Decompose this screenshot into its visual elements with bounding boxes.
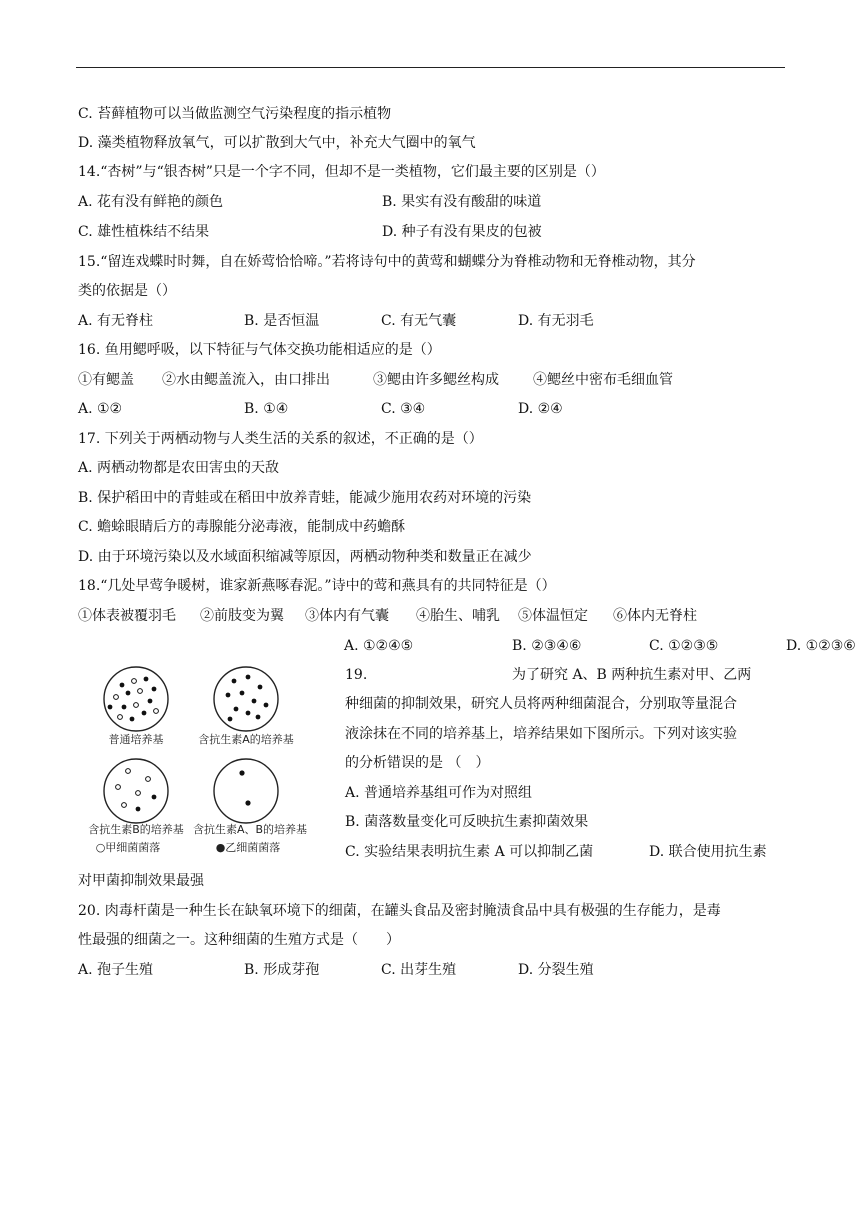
q18-statement-1: ①体表被覆羽毛 [78,608,176,624]
q17-option-a: A. 两栖动物都是农田害虫的天敌 [78,460,280,476]
plate-antibiotic-ab-label: 含抗生素A、B的培养基 [192,823,308,836]
q16-option-b: B. ①④ [244,401,289,417]
q20-stem-line2: 性最强的细菌之一。这种细菌的生殖方式是（ ） [78,932,400,948]
q19-option-c: C. 实验结果表明抗生素 A 可以抑制乙菌 [345,844,594,860]
plate-antibiotic-a-label: 含抗生素A的培养基 [198,733,294,746]
q17-option-c: C. 蟾蜍眼睛后方的毒腺能分泌毒液，能制成中药蟾酥 [78,519,406,535]
q18-option-a: A. ①②④⑤ [344,638,414,654]
q13-option-d: D. 藻类植物释放氧气，可以扩散到大气中，补充大气圈中的氧气 [78,135,476,151]
q17-stem: 17. 下列关于两栖动物与人类生活的关系的叙述，不正确的是（） [78,431,483,447]
legend-bacteria-a: ○甲细菌菌落 [95,841,161,854]
q18-statement-3: ③体内有气囊 [305,608,389,624]
plate-normal [104,667,168,731]
q15-option-a: A. 有无脊柱 [78,313,154,329]
q19-stem-line2: 种细菌的抑制效果，研究人员将两种细菌混合，分别取等量混合 [345,696,737,712]
q19-stem-line1: 为了研究 A、B 两种抗生素对甲、乙两 [512,667,752,683]
q16-statement-2: ②水由鳃盖流入，由口排出 [162,372,330,388]
q20-option-c: C. 出芽生殖 [381,962,457,978]
plate-normal-label: 普通培养基 [108,733,164,746]
q19-option-b: B. 菌落数量变化可反映抗生素抑菌效果 [345,814,589,830]
q16-option-c: C. ③④ [381,401,426,417]
q16-statement-3: ③鳃由许多鳃丝构成 [373,372,499,388]
q20-stem-line1: 20. 肉毒杆菌是一种生长在缺氧环境下的细菌，在罐头食品及密封腌渍食品中具有极强的生存能力，是毒 [78,903,721,919]
q20-option-d: D. 分裂生殖 [518,962,594,978]
legend-bacteria-b: ●乙细菌菌落 [215,841,281,854]
q19-stem-line4: 的分析错误的是 （ ） [345,755,490,771]
q16-statement-1: ①有鳃盖 [78,372,134,388]
q17-option-d: D. 由于环境污染以及水域面积缩减等原因，两栖动物种类和数量正在减少 [78,549,532,565]
q15-option-c: C. 有无气囊 [381,313,457,329]
plate-antibiotic-b-label: 含抗生素B的培养基 [88,823,184,836]
q15-option-b: B. 是否恒温 [244,313,320,329]
q16-option-d: D. ②④ [518,401,563,417]
header-rule [76,67,785,68]
q20-option-a: A. 孢子生殖 [78,962,154,978]
q15-stem-line2: 类的依据是（） [78,283,176,299]
q18-statement-5: ⑤体温恒定 [518,608,588,624]
q14-stem: 14.“杏树”与“银杏树”只是一个字不同，但却不是一类植物，它们最主要的区别是（） [78,164,605,180]
q14-option-b: B. 果实有没有酸甜的味道 [382,194,542,210]
q20-option-b: B. 形成芽孢 [244,962,320,978]
q14-option-d: D. 种子有没有果皮的包被 [382,224,542,240]
culture-plates-figure [78,655,340,860]
q18-statement-6: ⑥体内无脊柱 [613,608,697,624]
q19-option-a: A. 普通培养基组可作为对照组 [345,785,533,801]
q18-option-c: C. ①②③⑤ [649,638,719,654]
q16-statement-4: ④鳃丝中密布毛细血管 [533,372,673,388]
q18-statement-2: ②前肢变为翼 [200,608,284,624]
q16-option-a: A. ①② [78,401,123,417]
q16-stem: 16. 鱼用鳃呼吸，以下特征与气体交换功能相适应的是（） [78,342,441,358]
q18-statement-4: ④胎生、哺乳 [416,608,500,624]
plate-antibiotic-a [214,667,278,731]
plate-antibiotic-ab [214,759,278,823]
q17-option-b: B. 保护稻田中的青蛙或在稻田中放养青蛙，能减少施用农药对环境的污染 [78,490,532,506]
q15-option-d: D. 有无羽毛 [518,313,594,329]
q19-option-d: D. 联合使用抗生素 [649,844,767,860]
q14-option-c: C. 雄性植株结不结果 [78,224,210,240]
q19-number: 19. [345,667,368,683]
q19-option-d-cont: 对甲菌抑制效果最强 [78,873,204,889]
q13-option-c: C. 苔藓植物可以当做监测空气污染程度的指示植物 [78,106,392,122]
plate-antibiotic-b [104,759,168,823]
q15-stem-line1: 15.“留连戏蝶时时舞，自在娇莺恰恰啼。”若将诗句中的黄莺和蝴蝶分为脊椎动物和无脊椎动物，其分 [78,254,696,270]
q18-option-b: B. ②③④⑥ [512,638,582,654]
q14-option-a: A. 花有没有鲜艳的颜色 [78,194,224,210]
q18-option-d: D. ①②③⑥ [786,638,856,654]
q19-stem-line3: 液涂抹在不同的培养基上，培养结果如下图所示。下列对该实验 [345,726,737,742]
q18-stem: 18.“几处早莺争暖树，谁家新燕啄春泥。”诗中的莺和燕具有的共同特征是（） [78,578,556,594]
